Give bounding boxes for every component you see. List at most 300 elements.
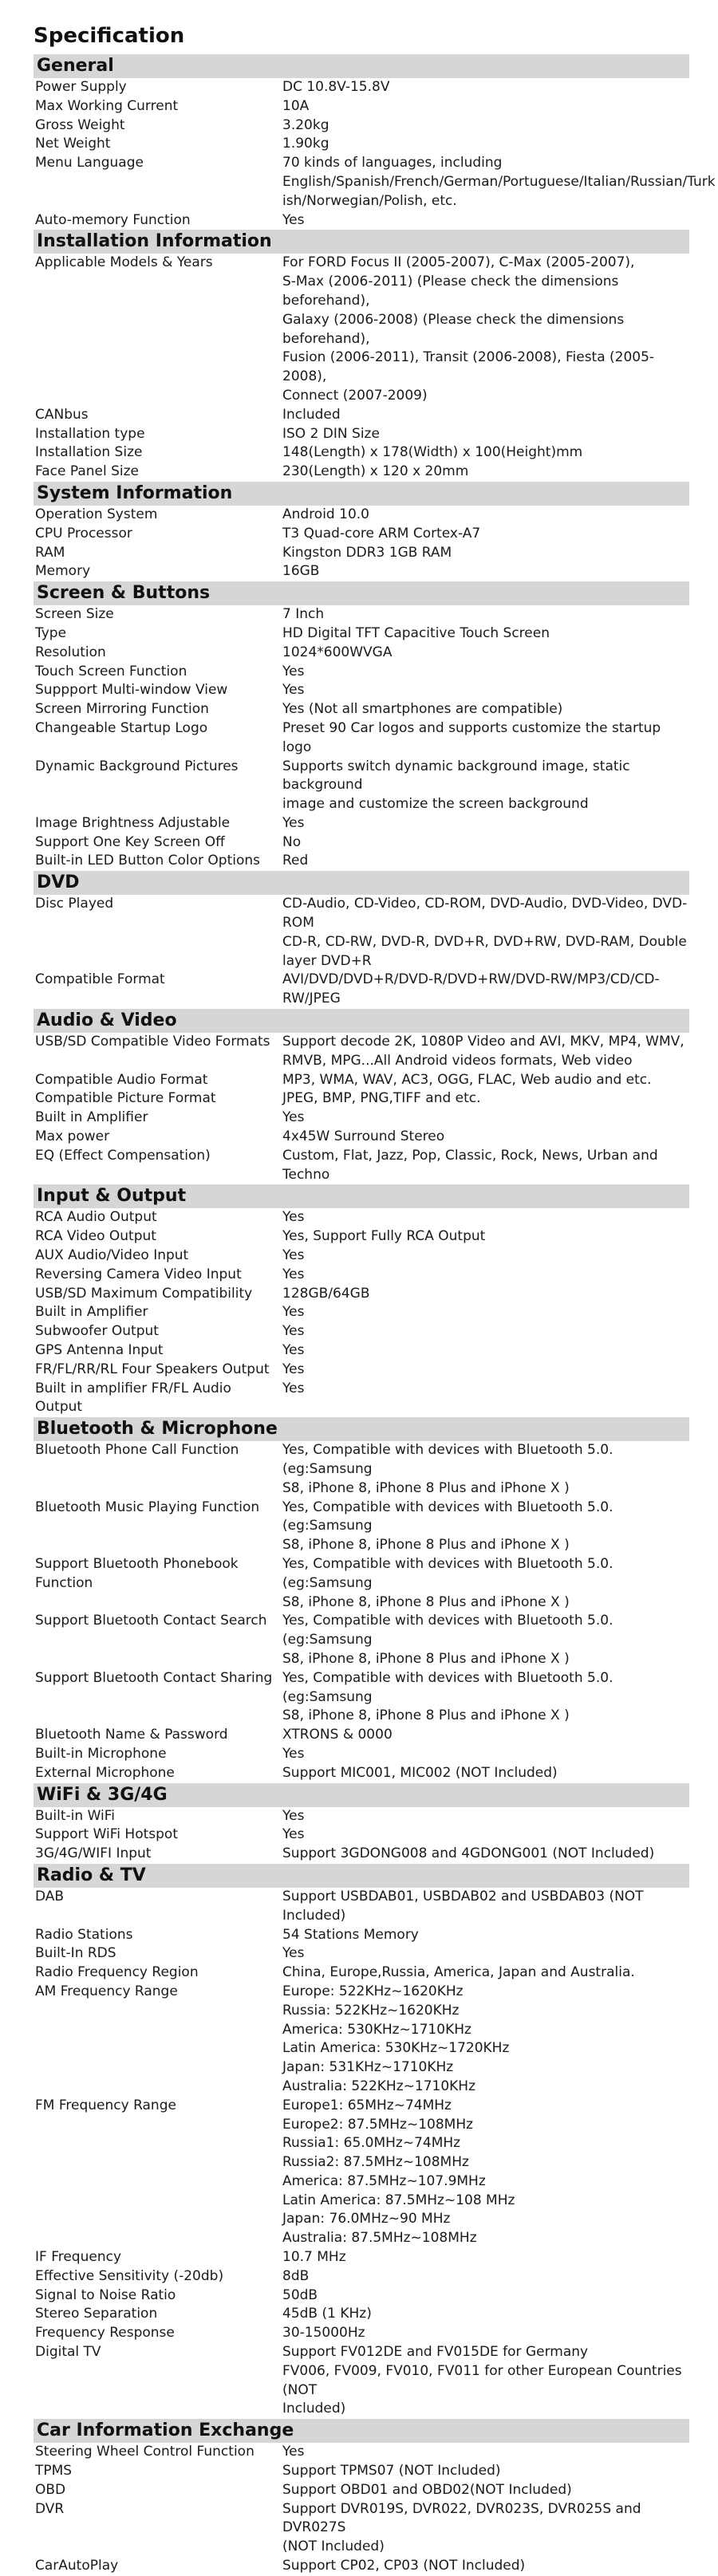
spec-label: EQ (Effect Compensation) <box>35 1147 211 1164</box>
spec-row <box>34 2343 689 2419</box>
spec-value <box>282 681 689 700</box>
spec-label: Signal to Noise Ratio <box>35 2286 176 2303</box>
spec-value <box>282 663 689 682</box>
spec-value <box>282 1845 689 1864</box>
spec-value <box>282 624 689 644</box>
spec-value-line: 7 Inch <box>282 606 325 623</box>
spec-section <box>34 1864 689 2419</box>
spec-label: Installation type <box>35 425 145 442</box>
spec-row <box>34 2500 689 2557</box>
spec-value-line: Yes <box>282 814 305 831</box>
spec-value-line: Yes <box>282 663 305 679</box>
spec-value-line: Europe2: 87.5MHz~108MHz <box>282 2116 474 2133</box>
spec-value <box>282 506 689 525</box>
spec-value-line: America: 530KHz~1710KHz <box>282 2021 471 2038</box>
section-header: WiFi & 3G/4G <box>34 1783 689 1807</box>
spec-value-line: Yes <box>282 1304 305 1321</box>
spec-value-line: 148(Length) x 178(Width) x 100(Height)mm <box>282 444 583 461</box>
spec-value-line: Yes, Support Fully RCA Output <box>282 1228 486 1245</box>
spec-label: Stereo Separation <box>35 2306 158 2322</box>
spec-value-line: Support TPMS07 (NOT Included) <box>282 2463 501 2479</box>
spec-label: Compatible Picture Format <box>35 1090 216 1107</box>
spec-value <box>282 1807 689 1826</box>
spec-value-line: 16GB <box>282 563 320 580</box>
spec-value <box>282 154 716 211</box>
spec-label: Frequency Response <box>35 2325 175 2342</box>
spec-value-line: Support USBDAB01, USBDAB02 and USBDAB03 (NOT Included) <box>282 1888 644 1924</box>
spec-row <box>34 1208 689 1227</box>
spec-value-line: JPEG, BMP, PNG,TIFF and etc. <box>282 1090 481 1107</box>
spec-value-line: Yes, Compatible with devices with Bluetooth 5.0. (eg:Samsung <box>282 1442 613 1477</box>
spec-value-line: Preset 90 Car logos and supports customize the startup logo <box>282 719 661 755</box>
spec-value <box>282 135 689 154</box>
spec-label: Reversing Camera Video Input <box>35 1266 242 1282</box>
spec-row <box>34 1441 689 1498</box>
spec-value <box>282 2481 689 2500</box>
spec-label: Built-In RDS <box>35 1945 116 1962</box>
spec-label: CPU Processor <box>35 525 132 542</box>
spec-row <box>34 254 689 405</box>
spec-label: Max power <box>35 1128 110 1145</box>
section-header: Audio & Video <box>34 1009 689 1033</box>
spec-value-line: Yes <box>282 1826 305 1843</box>
spec-value-line: For FORD Focus II (2005-2007), C-Max (2005-2007), <box>282 254 635 271</box>
spec-label: DAB <box>35 1888 65 1904</box>
spec-value <box>282 1322 689 1341</box>
section-header: Bluetooth & Microphone <box>34 1417 689 1441</box>
spec-row <box>34 425 689 444</box>
spec-row <box>34 663 689 682</box>
spec-label: IF Frequency <box>35 2249 122 2266</box>
spec-section <box>34 1417 689 1782</box>
spec-label: Face Panel Size <box>35 463 140 480</box>
spec-label: Compatible Format <box>35 971 165 988</box>
spec-sections <box>34 54 716 2576</box>
spec-label: Image Brightness Adjustable <box>35 814 231 831</box>
spec-value <box>282 443 689 463</box>
spec-value-line: Yes, Compatible with devices with Bluetooth 5.0. (eg:Samsung <box>282 1499 613 1534</box>
spec-row <box>34 852 689 871</box>
spec-row <box>34 211 689 230</box>
spec-value-line: Yes <box>282 1807 305 1824</box>
spec-value <box>282 1208 689 1227</box>
spec-label: Steering Wheel Control Function <box>35 2444 254 2460</box>
spec-value-line: T3 Quad-core ARM Cortex-A7 <box>282 525 481 542</box>
section-header: Car Information Exchange <box>34 2419 689 2443</box>
spec-row <box>34 463 689 482</box>
spec-value-line: 128GB/64GB <box>282 1285 370 1302</box>
spec-value <box>282 1227 689 1247</box>
spec-label: Built-in Microphone <box>35 1745 167 1762</box>
spec-label: Type <box>35 624 67 641</box>
spec-value-line: Support 3GDONG008 and 4GDONG001 (NOT Included) <box>282 1845 655 1862</box>
spec-row <box>34 895 689 971</box>
spec-value <box>282 2248 689 2267</box>
spec-value <box>282 2462 689 2481</box>
spec-value <box>282 895 689 971</box>
spec-row <box>34 1826 689 1845</box>
spec-row <box>34 2305 689 2324</box>
spec-value <box>282 1266 689 1285</box>
spec-label: Support One Key Screen Off <box>35 833 225 850</box>
spec-value-line: Yes, Compatible with devices with Bluetooth 5.0. (eg:Samsung <box>282 1669 613 1705</box>
spec-value-line: CD-R, CD-RW, DVD-R, DVD+R, DVD+RW, DVD-RAM, Double <box>282 933 687 950</box>
spec-value-line: Red <box>282 853 309 869</box>
spec-value-line: layer DVD+R <box>282 952 372 969</box>
spec-label: Radio Frequency Region <box>35 1964 199 1981</box>
spec-value-line: Yes <box>282 1342 305 1359</box>
spec-value-line: FV006, FV009, FV010, FV011 for other European Countries (NOT <box>282 2362 682 2398</box>
spec-row <box>34 506 689 525</box>
section-header: Installation Information <box>34 230 689 254</box>
spec-value <box>282 1964 689 1983</box>
spec-row <box>34 135 689 154</box>
spec-value <box>282 2267 689 2286</box>
spec-value <box>282 644 689 663</box>
spec-row <box>34 406 689 425</box>
spec-value-line: Latin America: 530KHz~1720KHz <box>282 2040 510 2057</box>
spec-value <box>282 1726 689 1745</box>
spec-label: Net Weight <box>35 136 111 152</box>
spec-value <box>282 971 689 1009</box>
spec-value <box>282 1669 689 1726</box>
spec-value <box>282 1745 689 1764</box>
spec-value <box>282 1303 689 1322</box>
spec-label: External Microphone <box>35 1764 175 1781</box>
spec-value-line: No <box>282 833 302 850</box>
spec-row <box>34 1128 689 1147</box>
spec-value-line: S8, iPhone 8, iPhone 8 Plus and iPhone X ) <box>282 1707 570 1724</box>
spec-value <box>282 1441 689 1498</box>
spec-value <box>282 1247 689 1266</box>
spec-value-line: Yes <box>282 1361 305 1377</box>
spec-value-line: Support decode 2K, 1080P Video and AVI, MKV, MP4, WMV, <box>282 1034 684 1050</box>
spec-label: Memory <box>35 563 91 580</box>
spec-value-line: RW/JPEG <box>282 991 341 1007</box>
spec-row <box>34 1071 689 1090</box>
spec-row <box>34 2557 689 2576</box>
spec-row <box>34 2462 689 2481</box>
spec-label: Support Bluetooth Contact Sharing <box>35 1669 273 1686</box>
spec-value <box>282 2500 689 2557</box>
spec-value-line: MP3, WMA, WAV, AC3, OGG, FLAC, Web audio and etc. <box>282 1071 652 1088</box>
spec-section <box>34 482 689 581</box>
spec-row <box>34 719 689 758</box>
spec-label: Max Working Current <box>35 97 179 114</box>
spec-section <box>34 2419 689 2576</box>
spec-value-line: Yes <box>282 1209 305 1226</box>
spec-value-line: 3.20kg <box>282 116 329 133</box>
spec-value <box>282 1147 689 1185</box>
spec-label: Installation Size <box>35 444 143 461</box>
spec-value <box>282 1499 689 1555</box>
spec-label: Changeable Startup Logo <box>35 719 208 736</box>
spec-label: FM Frequency Range <box>35 2097 176 2113</box>
spec-value-line: Australia: 87.5MHz~108MHz <box>282 2230 477 2247</box>
spec-value-line: 1.90kg <box>282 136 329 152</box>
spec-value <box>282 1109 689 1128</box>
spec-row <box>34 97 689 116</box>
spec-row <box>34 1147 689 1185</box>
spec-value-line: ROM <box>282 915 314 932</box>
spec-value-line: 8dB <box>282 2267 310 2284</box>
spec-value <box>282 1612 689 1668</box>
spec-value-line: ish/Norwegian/Polish, etc. <box>282 192 457 209</box>
spec-label: Digital TV <box>35 2344 101 2361</box>
spec-value <box>282 1071 689 1090</box>
spec-row <box>34 1303 689 1322</box>
spec-value-line: S8, iPhone 8, iPhone 8 Plus and iPhone X ) <box>282 1479 570 1496</box>
spec-label: Bluetooth Phone Call Function <box>35 1442 239 1459</box>
section-header: Screen & Buttons <box>34 581 689 605</box>
spec-label: RCA Audio Output <box>35 1209 157 1226</box>
spec-row <box>34 1285 689 1304</box>
spec-value <box>282 116 689 136</box>
spec-section <box>34 54 716 230</box>
spec-value-line: 4x45W Surround Stereo <box>282 1128 445 1145</box>
spec-row <box>34 2097 689 2248</box>
spec-value-line: XTRONS & 0000 <box>282 1727 393 1743</box>
section-header: System Information <box>34 482 689 506</box>
spec-row <box>34 644 689 663</box>
spec-value-line: Yes <box>282 1945 305 1962</box>
spec-value <box>282 1089 689 1109</box>
spec-value <box>282 852 689 871</box>
spec-value <box>282 2443 689 2462</box>
spec-value-line: China, Europe,Russia, America, Japan and Australia. <box>282 1964 635 1981</box>
spec-label: Applicable Models & Years <box>35 254 213 271</box>
spec-row <box>34 1109 689 1128</box>
spec-row <box>34 116 689 136</box>
spec-value <box>282 605 689 624</box>
spec-label: Built-in WiFi <box>35 1807 116 1824</box>
spec-value <box>282 544 689 563</box>
spec-value-line: DC 10.8V-15.8V <box>282 79 390 95</box>
spec-row <box>34 544 689 563</box>
spec-row <box>34 681 689 700</box>
spec-value <box>282 2324 689 2343</box>
spec-value <box>282 758 689 814</box>
spec-value-line: Yes <box>282 1323 305 1340</box>
spec-value-line: Yes <box>282 2444 305 2460</box>
spec-value-line: Yes <box>282 1266 305 1282</box>
spec-value-line: America: 87.5MHz~107.9MHz <box>282 2172 486 2189</box>
spec-value-line: image and customize the screen background <box>282 796 589 813</box>
spec-value-line: Support MIC001, MIC002 (NOT Included) <box>282 1764 558 1781</box>
spec-row <box>34 1745 689 1764</box>
spec-value-line: S8, iPhone 8, iPhone 8 Plus and iPhone X ) <box>282 1650 570 1667</box>
spec-value-line: 10.7 MHz <box>282 2249 346 2266</box>
spec-value <box>282 425 689 444</box>
spec-value <box>282 254 689 405</box>
spec-section <box>34 581 689 871</box>
spec-value-line: Yes <box>282 1109 305 1126</box>
spec-section <box>34 230 689 482</box>
spec-row <box>34 1964 689 1983</box>
spec-value <box>282 2305 689 2324</box>
spec-row <box>34 1341 689 1361</box>
spec-label: Built in Amplifier <box>35 1109 148 1126</box>
spec-value-line: AVI/DVD/DVD+R/DVD-R/DVD+RW/DVD-RW/MP3/CD/CD- <box>282 971 660 988</box>
spec-value-line: Support CP02, CP03 (NOT Included) <box>282 2558 526 2574</box>
spec-row <box>34 525 689 544</box>
spec-value-line: Russia: 522KHz~1620KHz <box>282 2002 460 2019</box>
spec-value-line: Latin America: 87.5MHz~108 MHz <box>282 2192 515 2208</box>
spec-value <box>282 700 689 719</box>
spec-value-line: ISO 2 DIN Size <box>282 425 380 442</box>
spec-label: RAM <box>35 544 65 561</box>
spec-label: Screen Mirroring Function <box>35 701 209 718</box>
spec-row <box>34 2443 689 2462</box>
spec-row <box>34 758 689 814</box>
spec-row <box>34 1247 689 1266</box>
spec-value <box>282 1033 689 1071</box>
spec-value-line: 10A <box>282 97 310 114</box>
spec-value <box>282 2557 689 2576</box>
spec-value <box>282 406 689 425</box>
spec-label: RCA Video Output <box>35 1228 156 1245</box>
spec-value <box>282 78 689 97</box>
spec-row <box>34 1266 689 1285</box>
spec-label: Resolution <box>35 644 106 660</box>
spec-value-line: Fusion (2006-2011), Transit (2006-2008), Fiesta (2005-2008), <box>282 349 655 385</box>
spec-value-line: CD-Audio, CD-Video, CD-ROM, DVD-Audio, DVD-Video, DVD- <box>282 896 688 912</box>
spec-label: Menu Language <box>35 155 144 171</box>
spec-row <box>34 1612 689 1668</box>
spec-value <box>282 1764 689 1783</box>
spec-label: Dynamic Background Pictures <box>35 758 239 774</box>
spec-value <box>282 814 689 833</box>
spec-label: Screen Size <box>35 606 114 623</box>
spec-value <box>282 97 689 116</box>
spec-value-line: Included) <box>282 2401 346 2417</box>
spec-label: AUX Audio/Video Input <box>35 1247 189 1264</box>
spec-row <box>34 1926 689 1945</box>
spec-label: 3G/4G/WIFI Input <box>35 1845 152 1862</box>
spec-label: CarAutoPlay <box>35 2558 119 2574</box>
spec-value <box>282 2286 689 2306</box>
spec-row <box>34 1764 689 1783</box>
spec-label: Built-in LED Button Color Options <box>35 853 261 869</box>
spec-row <box>34 1089 689 1109</box>
spec-value <box>282 1380 689 1418</box>
spec-value <box>282 1555 689 1612</box>
spec-label: Support Bluetooth Contact Search <box>35 1613 267 1629</box>
spec-label: OBD <box>35 2481 66 2498</box>
spec-label: Bluetooth Name & Password <box>35 1727 228 1743</box>
spec-row <box>34 971 689 1009</box>
spec-value-line: 30-15000Hz <box>282 2325 365 2342</box>
spec-value-line: Australia: 522KHz~1710KHz <box>282 2078 475 2094</box>
spec-label: Built in Amplifier <box>35 1304 148 1321</box>
spec-label: Gross Weight <box>35 116 125 133</box>
spec-row <box>34 154 716 211</box>
section-header: General <box>34 54 689 78</box>
spec-value-line: 54 Stations Memory <box>282 1926 419 1943</box>
spec-label: GPS Antenna Input <box>35 1342 164 1359</box>
spec-row <box>34 833 689 853</box>
spec-value-line: 1024*600WVGA <box>282 644 393 660</box>
spec-value <box>282 1944 689 1964</box>
spec-value-line: Yes <box>282 1380 305 1396</box>
spec-section <box>34 1009 689 1184</box>
spec-value-line: Yes, Compatible with devices with Bluetooth 5.0. (eg:Samsung <box>282 1613 613 1648</box>
spec-value-line: 45dB (1 KHz) <box>282 2306 372 2322</box>
spec-value <box>282 1285 689 1304</box>
spec-row <box>34 624 689 644</box>
section-header: DVD <box>34 871 689 895</box>
spec-label: Radio Stations <box>35 1926 133 1943</box>
spec-value <box>282 1128 689 1147</box>
spec-label: TPMS <box>35 2463 73 2479</box>
spec-label: Effective Sensitivity (-20db) <box>35 2267 224 2284</box>
spec-row <box>34 1944 689 1964</box>
spec-value-line: HD Digital TFT Capacitive Touch Screen <box>282 624 550 641</box>
spec-label: Auto-memory Function <box>35 211 191 228</box>
spec-value-line: Custom, Flat, Jazz, Pop, Classic, Rock, News, Urban and Techno <box>282 1147 658 1183</box>
spec-label: AM Frequency Range <box>35 1983 178 1999</box>
spec-value-line: Support DVR019S, DVR022, DVR023S, DVR025S and DVR027S <box>282 2500 641 2536</box>
spec-label: Bluetooth Music Playing Function <box>35 1499 260 1515</box>
spec-value-line: Russia1: 65.0MHz~74MHz <box>282 2135 461 2152</box>
page-title: Specification <box>34 24 185 48</box>
spec-row <box>34 700 689 719</box>
spec-label: Touch Screen Function <box>35 663 187 679</box>
spec-value-line: RMVB, MPG...All Android videos formats, Web video <box>282 1052 633 1069</box>
spec-value <box>282 525 689 544</box>
spec-value <box>282 2343 689 2419</box>
section-header: Radio & TV <box>34 1864 689 1888</box>
spec-value <box>282 719 689 758</box>
spec-row <box>34 1033 689 1071</box>
spec-value <box>282 463 689 482</box>
spec-value-line: Support FV012DE and FV015DE for Germany <box>282 2344 589 2361</box>
spec-value <box>282 211 689 230</box>
spec-value-line: Japan: 76.0MHz~90 MHz <box>282 2211 451 2227</box>
spec-label: DVR <box>35 2500 65 2517</box>
spec-label: Compatible Audio Format <box>35 1071 208 1088</box>
spec-row <box>34 78 689 97</box>
spec-row <box>34 2481 689 2500</box>
spec-value-line: Supports switch dynamic background image, static background <box>282 758 630 794</box>
spec-label: USB/SD Maximum Compatibility <box>35 1285 253 1302</box>
section-header: Input & Output <box>34 1184 689 1208</box>
spec-value-line: Connect (2007-2009) <box>282 387 428 404</box>
spec-row <box>34 814 689 833</box>
spec-row <box>34 1555 689 1612</box>
spec-value-line: Europe: 522KHz~1620KHz <box>282 1983 464 1999</box>
spec-value-line: 70 kinds of languages, including <box>282 155 503 171</box>
spec-label: CANbus <box>35 406 89 423</box>
spec-row <box>34 2248 689 2267</box>
spec-value <box>282 833 689 853</box>
spec-value-line: Yes <box>282 211 305 228</box>
spec-value <box>282 1926 689 1945</box>
spec-row <box>34 1227 689 1247</box>
spec-value <box>282 1361 689 1380</box>
spec-value-line: Russia2: 87.5MHz~108MHz <box>282 2154 469 2171</box>
spec-row <box>34 2324 689 2343</box>
spec-value <box>282 1826 689 1845</box>
spec-label: Suppport Multi-window View <box>35 682 228 699</box>
spec-value <box>282 1983 689 2097</box>
spec-section <box>34 871 689 1009</box>
spec-value <box>282 2097 689 2248</box>
spec-value-line: Support OBD01 and OBD02(NOT Included) <box>282 2481 572 2498</box>
spec-value-line: 50dB <box>282 2286 318 2303</box>
spec-value <box>282 562 689 581</box>
spec-row <box>34 1499 689 1555</box>
